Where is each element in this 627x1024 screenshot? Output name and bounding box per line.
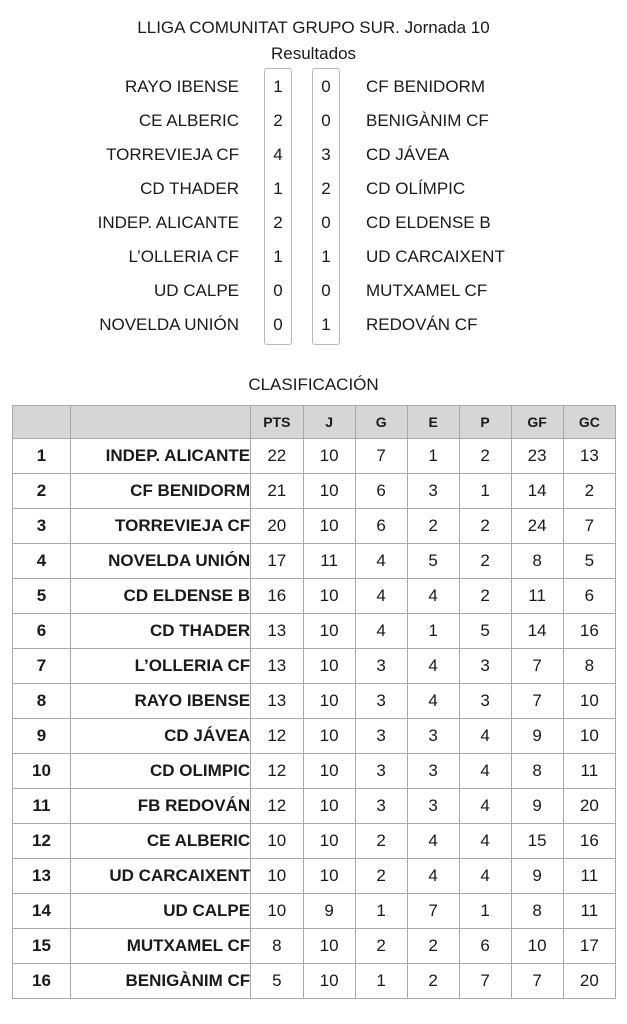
home-team: RAYO IBENSE [125, 77, 239, 96]
stat-cell-e: 1 [407, 614, 459, 649]
position-cell: 3 [13, 509, 71, 544]
stat-cell-g: 2 [355, 859, 407, 894]
results-heading: Resultados [270, 44, 357, 63]
table-row [13, 894, 616, 929]
stat-cell-gc: 16 [563, 824, 615, 859]
stat-cell-pts: 12 [251, 754, 303, 789]
stat-cell-g: 1 [355, 964, 407, 999]
stat-cell-j: 10 [303, 439, 355, 474]
home-team: CE ALBERIC [138, 111, 239, 130]
position-cell: 10 [13, 754, 71, 789]
stat-cell-e: 5 [407, 544, 459, 579]
header-e: E [407, 406, 459, 439]
stat-cell-gf: 9 [511, 859, 563, 894]
stat-cell-gc: 6 [563, 579, 615, 614]
stat-cell-p: 4 [459, 754, 511, 789]
header-j: J [303, 406, 355, 439]
stat-cell-g: 1 [355, 894, 407, 929]
stat-cell-pts: 10 [251, 894, 303, 929]
team-cell: UD CALPE [71, 894, 251, 929]
result-row [0, 310, 627, 340]
header-team-blank [71, 406, 251, 439]
stat-cell-p: 2 [459, 509, 511, 544]
position-cell: 14 [13, 894, 71, 929]
team-cell: CD ELDENSE B [71, 579, 251, 614]
stat-cell-e: 4 [407, 824, 459, 859]
stat-cell-j: 10 [303, 964, 355, 999]
table-row [13, 509, 616, 544]
result-row [0, 72, 627, 102]
team-cell: INDEP. ALICANTE [71, 439, 251, 474]
standings-heading: CLASIFICACIÓN [248, 375, 379, 394]
stat-cell-gf: 14 [511, 474, 563, 509]
stat-cell-gc: 10 [563, 719, 615, 754]
position-cell: 9 [13, 719, 71, 754]
home-team: CD THADER [140, 179, 239, 198]
home-team: L’OLLERIA CF [128, 247, 239, 266]
team-cell: RAYO IBENSE [71, 684, 251, 719]
away-team: REDOVÁN CF [366, 315, 478, 334]
page-title: LLIGA COMUNITAT GRUPO SUR. Jornada 10 [137, 18, 490, 37]
stat-cell-pts: 12 [251, 789, 303, 824]
stat-cell-j: 10 [303, 789, 355, 824]
stat-cell-p: 2 [459, 579, 511, 614]
result-row [0, 106, 627, 136]
away-score: 1 [321, 247, 331, 266]
stat-cell-g: 3 [355, 684, 407, 719]
stat-cell-g: 2 [355, 929, 407, 964]
result-row [0, 140, 627, 170]
team-cell: CF BENIDORM [71, 474, 251, 509]
stat-cell-j: 10 [303, 754, 355, 789]
stat-cell-e: 3 [407, 754, 459, 789]
stat-cell-gc: 16 [563, 614, 615, 649]
result-row [0, 276, 627, 306]
team-cell: CD JÁVEA [71, 719, 251, 754]
away-team: MUTXAMEL CF [366, 281, 488, 300]
away-score: 3 [321, 145, 331, 164]
team-cell: CD OLIMPIC [71, 754, 251, 789]
stat-cell-j: 9 [303, 894, 355, 929]
stat-cell-e: 3 [407, 474, 459, 509]
team-cell: CE ALBERIC [71, 824, 251, 859]
stat-cell-gf: 10 [511, 929, 563, 964]
away-team: CD OLÍMPIC [366, 179, 466, 198]
stat-cell-pts: 21 [251, 474, 303, 509]
home-team: INDEP. ALICANTE [97, 213, 239, 232]
position-cell: 8 [13, 684, 71, 719]
stat-cell-gc: 13 [563, 439, 615, 474]
team-cell: TORREVIEJA CF [71, 509, 251, 544]
stat-cell-e: 7 [407, 894, 459, 929]
stat-cell-j: 11 [303, 544, 355, 579]
home-team: TORREVIEJA CF [106, 145, 239, 164]
stat-cell-e: 4 [407, 684, 459, 719]
stat-cell-p: 6 [459, 929, 511, 964]
stat-cell-g: 3 [355, 754, 407, 789]
stat-cell-j: 10 [303, 859, 355, 894]
stat-cell-g: 4 [355, 614, 407, 649]
home-score: 2 [273, 111, 283, 130]
result-row [0, 174, 627, 204]
stat-cell-gc: 11 [563, 894, 615, 929]
position-cell: 12 [13, 824, 71, 859]
stat-cell-gf: 7 [511, 964, 563, 999]
stat-cell-gf: 8 [511, 754, 563, 789]
stat-cell-e: 4 [407, 649, 459, 684]
stat-cell-e: 2 [407, 964, 459, 999]
table-row [13, 964, 616, 999]
standings-header-row [13, 406, 616, 439]
stat-cell-gf: 7 [511, 649, 563, 684]
stat-cell-pts: 8 [251, 929, 303, 964]
header-g: G [355, 406, 407, 439]
header-pos-blank [13, 406, 71, 439]
table-row [13, 789, 616, 824]
stat-cell-gc: 2 [563, 474, 615, 509]
home-score: 1 [273, 77, 283, 96]
away-score: 0 [321, 213, 331, 232]
position-cell: 7 [13, 649, 71, 684]
stat-cell-g: 3 [355, 789, 407, 824]
stat-cell-gf: 15 [511, 824, 563, 859]
stat-cell-gf: 24 [511, 509, 563, 544]
stat-cell-p: 4 [459, 859, 511, 894]
stat-cell-g: 7 [355, 439, 407, 474]
stat-cell-pts: 13 [251, 684, 303, 719]
stat-cell-e: 4 [407, 859, 459, 894]
stat-cell-gc: 10 [563, 684, 615, 719]
stat-cell-e: 1 [407, 439, 459, 474]
result-row [0, 208, 627, 238]
stat-cell-p: 1 [459, 474, 511, 509]
home-score: 1 [273, 247, 283, 266]
stat-cell-p: 3 [459, 684, 511, 719]
table-row [13, 824, 616, 859]
stat-cell-e: 2 [407, 929, 459, 964]
team-cell: UD CARCAIXENT [71, 859, 251, 894]
home-team: UD CALPE [153, 281, 239, 300]
away-score: 0 [321, 281, 331, 300]
stat-cell-j: 10 [303, 579, 355, 614]
stat-cell-j: 10 [303, 684, 355, 719]
away-team: BENIGÀNIM CF [366, 111, 489, 130]
position-cell: 13 [13, 859, 71, 894]
stat-cell-j: 10 [303, 824, 355, 859]
stat-cell-j: 10 [303, 474, 355, 509]
stat-cell-pts: 17 [251, 544, 303, 579]
away-team: CD JÁVEA [366, 145, 450, 164]
stat-cell-g: 4 [355, 544, 407, 579]
table-row [13, 754, 616, 789]
stat-cell-p: 7 [459, 964, 511, 999]
position-cell: 11 [13, 789, 71, 824]
away-score: 0 [321, 111, 331, 130]
stat-cell-p: 3 [459, 649, 511, 684]
header-gc: GC [563, 406, 615, 439]
stat-cell-gc: 11 [563, 754, 615, 789]
stat-cell-gf: 9 [511, 719, 563, 754]
table-row [13, 719, 616, 754]
position-cell: 4 [13, 544, 71, 579]
stat-cell-pts: 12 [251, 719, 303, 754]
stat-cell-gf: 8 [511, 544, 563, 579]
home-score: 1 [273, 179, 283, 198]
position-cell: 16 [13, 964, 71, 999]
stat-cell-p: 5 [459, 614, 511, 649]
team-cell: MUTXAMEL CF [71, 929, 251, 964]
header-gf: GF [511, 406, 563, 439]
table-row [13, 439, 616, 474]
stat-cell-e: 3 [407, 719, 459, 754]
stat-cell-gf: 11 [511, 579, 563, 614]
stat-cell-g: 6 [355, 474, 407, 509]
standings-table [12, 405, 616, 999]
away-team: CD ELDENSE B [366, 213, 491, 232]
position-cell: 2 [13, 474, 71, 509]
away-team: UD CARCAIXENT [366, 247, 505, 266]
header-pts: PTS [251, 406, 303, 439]
stat-cell-e: 4 [407, 579, 459, 614]
stat-cell-j: 10 [303, 719, 355, 754]
team-cell: FB REDOVÁN [71, 789, 251, 824]
stat-cell-e: 3 [407, 789, 459, 824]
stat-cell-gf: 8 [511, 894, 563, 929]
stat-cell-p: 2 [459, 544, 511, 579]
team-cell: L’OLLERIA CF [71, 649, 251, 684]
stat-cell-gf: 7 [511, 684, 563, 719]
stat-cell-pts: 22 [251, 439, 303, 474]
stat-cell-gc: 8 [563, 649, 615, 684]
stat-cell-p: 2 [459, 439, 511, 474]
stat-cell-gf: 23 [511, 439, 563, 474]
team-cell: BENIGÀNIM CF [71, 964, 251, 999]
home-score: 0 [273, 315, 283, 334]
stat-cell-j: 10 [303, 614, 355, 649]
away-score: 2 [321, 179, 331, 198]
team-cell: NOVELDA UNIÓN [71, 544, 251, 579]
stat-cell-g: 6 [355, 509, 407, 544]
stat-cell-gf: 14 [511, 614, 563, 649]
stat-cell-pts: 13 [251, 649, 303, 684]
result-row [0, 242, 627, 272]
stat-cell-pts: 10 [251, 859, 303, 894]
stat-cell-p: 4 [459, 789, 511, 824]
home-score: 0 [273, 281, 283, 300]
stat-cell-pts: 13 [251, 614, 303, 649]
stat-cell-gc: 20 [563, 789, 615, 824]
away-score: 0 [321, 77, 331, 96]
home-team: NOVELDA UNIÓN [99, 315, 239, 334]
stat-cell-pts: 20 [251, 509, 303, 544]
stat-cell-p: 1 [459, 894, 511, 929]
stat-cell-pts: 5 [251, 964, 303, 999]
stat-cell-g: 2 [355, 824, 407, 859]
team-cell: CD THADER [71, 614, 251, 649]
stat-cell-pts: 10 [251, 824, 303, 859]
stat-cell-g: 3 [355, 719, 407, 754]
stat-cell-gf: 9 [511, 789, 563, 824]
stat-cell-gc: 20 [563, 964, 615, 999]
table-row [13, 684, 616, 719]
position-cell: 5 [13, 579, 71, 614]
position-cell: 6 [13, 614, 71, 649]
stat-cell-j: 10 [303, 509, 355, 544]
stat-cell-g: 4 [355, 579, 407, 614]
table-row [13, 859, 616, 894]
position-cell: 15 [13, 929, 71, 964]
table-row [13, 929, 616, 964]
stat-cell-j: 10 [303, 649, 355, 684]
stat-cell-e: 2 [407, 509, 459, 544]
table-row [13, 544, 616, 579]
stat-cell-gc: 17 [563, 929, 615, 964]
stat-cell-p: 4 [459, 824, 511, 859]
away-team: CF BENIDORM [366, 77, 485, 96]
table-row [13, 579, 616, 614]
table-row [13, 474, 616, 509]
away-score: 1 [321, 315, 331, 334]
table-row [13, 649, 616, 684]
stat-cell-gc: 7 [563, 509, 615, 544]
stat-cell-j: 10 [303, 929, 355, 964]
stat-cell-gc: 5 [563, 544, 615, 579]
stat-cell-g: 3 [355, 649, 407, 684]
stat-cell-gc: 11 [563, 859, 615, 894]
position-cell: 1 [13, 439, 71, 474]
home-score: 2 [273, 213, 283, 232]
header-p: P [459, 406, 511, 439]
stat-cell-p: 4 [459, 719, 511, 754]
home-score: 4 [273, 145, 283, 164]
table-row [13, 614, 616, 649]
stat-cell-pts: 16 [251, 579, 303, 614]
